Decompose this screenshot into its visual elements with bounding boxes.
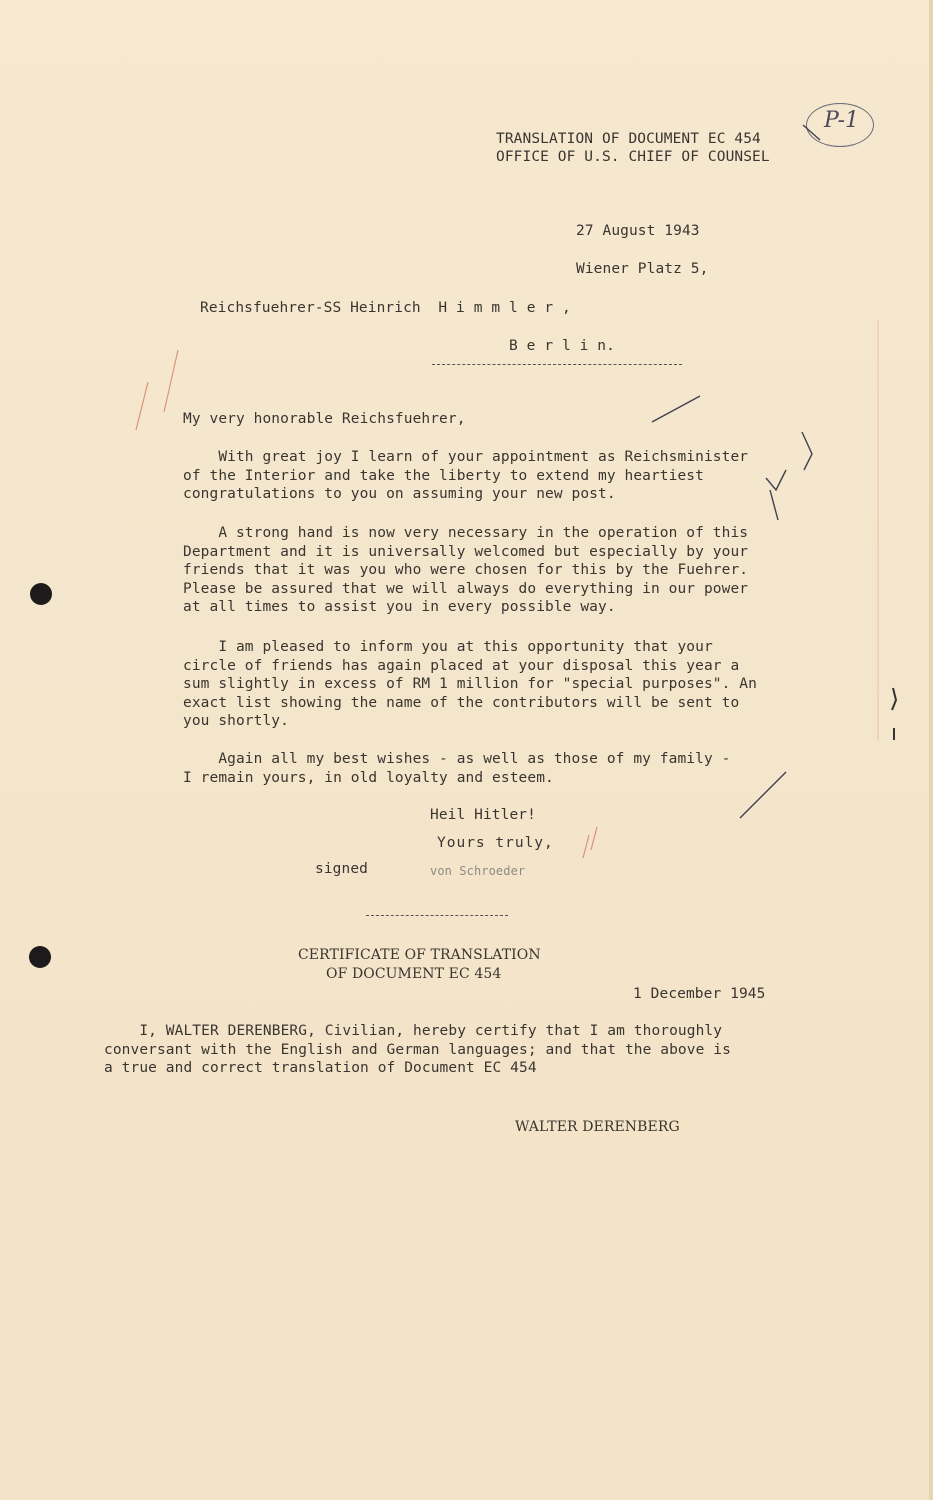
letter-address: Wiener Platz 5, — [576, 261, 709, 277]
salutation: My very honorable Reichsfuehrer, — [183, 411, 466, 427]
paragraph-line: at all times to assist you in every possible way. — [183, 599, 616, 615]
paragraph-line: circle of friends has again placed at your disposal this year a — [183, 657, 740, 674]
certificate-date: 1 December 1945 — [633, 986, 766, 1002]
certificate-line: conversant with the English and German languages; and that the above is — [104, 1041, 731, 1058]
stamp-tail — [803, 125, 820, 140]
paragraph-line: of the Interior and take the liberty to extend my heartiest — [183, 467, 704, 484]
check-mark — [652, 396, 700, 422]
header-title: TRANSLATION OF DOCUMENT EC 454 — [496, 131, 761, 147]
paragraph-line: Again all my best wishes - as well as those of my family - — [183, 751, 731, 767]
paragraph-line: I remain yours, in old loyalty and esteem. — [183, 769, 554, 786]
red-margin-mark — [164, 350, 178, 412]
signature-name: von Schroeder — [430, 864, 526, 878]
closing-yours: Yours truly, — [437, 835, 554, 851]
certificate-signer: WALTER DERENBERG — [515, 1119, 680, 1135]
certificate-title: CERTIFICATE OF TRANSLATION — [298, 947, 541, 963]
header-office: OFFICE OF U.S. CHIEF OF COUNSEL — [496, 149, 770, 165]
paragraph-line: exact list showing the name of the contributors will be sent to — [183, 694, 740, 711]
paragraph-line: With great joy I learn of your appointment as Reichsminister — [183, 449, 749, 465]
certificate-line: I, WALTER DERENBERG, Civilian, hereby certify that I am thoroughly — [104, 1023, 723, 1039]
edge-mark — [892, 688, 896, 710]
paragraph-line: I am pleased to inform you at this opportunity that your — [183, 639, 713, 655]
letter-date: 27 August 1943 — [576, 223, 700, 239]
paragraph-line: A strong hand is now very necessary in the operation of this — [183, 525, 749, 541]
check-mark — [740, 772, 786, 818]
check-mark — [766, 470, 786, 490]
red-margin-mark — [591, 827, 597, 850]
check-mark — [802, 432, 812, 470]
paragraph-line: you shortly. — [183, 713, 289, 729]
red-margin-mark — [136, 382, 148, 430]
certificate-subtitle: OF DOCUMENT EC 454 — [326, 966, 502, 982]
paragraph-line: congratulations to you on assuming your new post. — [183, 486, 616, 502]
paragraph-line: Department and it is universally welcomed but especially by your — [183, 543, 749, 560]
paragraph-line: Please be assured that we will always do everything in our power — [183, 580, 749, 597]
exhibit-stamp-label: P-1 — [824, 108, 860, 133]
paragraph-line: friends that it was you who were chosen for this by the Fuehrer. — [183, 562, 749, 578]
signed-label: signed — [315, 861, 368, 877]
red-margin-mark — [583, 835, 589, 858]
certificate-line: a true and correct translation of Document EC 454 — [104, 1060, 537, 1076]
closing-salute: Heil Hitler! — [430, 807, 536, 823]
recipient-city: B e r l i n. — [509, 338, 615, 354]
check-mark — [770, 490, 778, 520]
recipient: Reichsfuehrer-SS Heinrich H i m m l e r , — [200, 300, 571, 316]
paragraph-line: sum slightly in excess of RM 1 million for "special purposes". An — [183, 676, 757, 692]
